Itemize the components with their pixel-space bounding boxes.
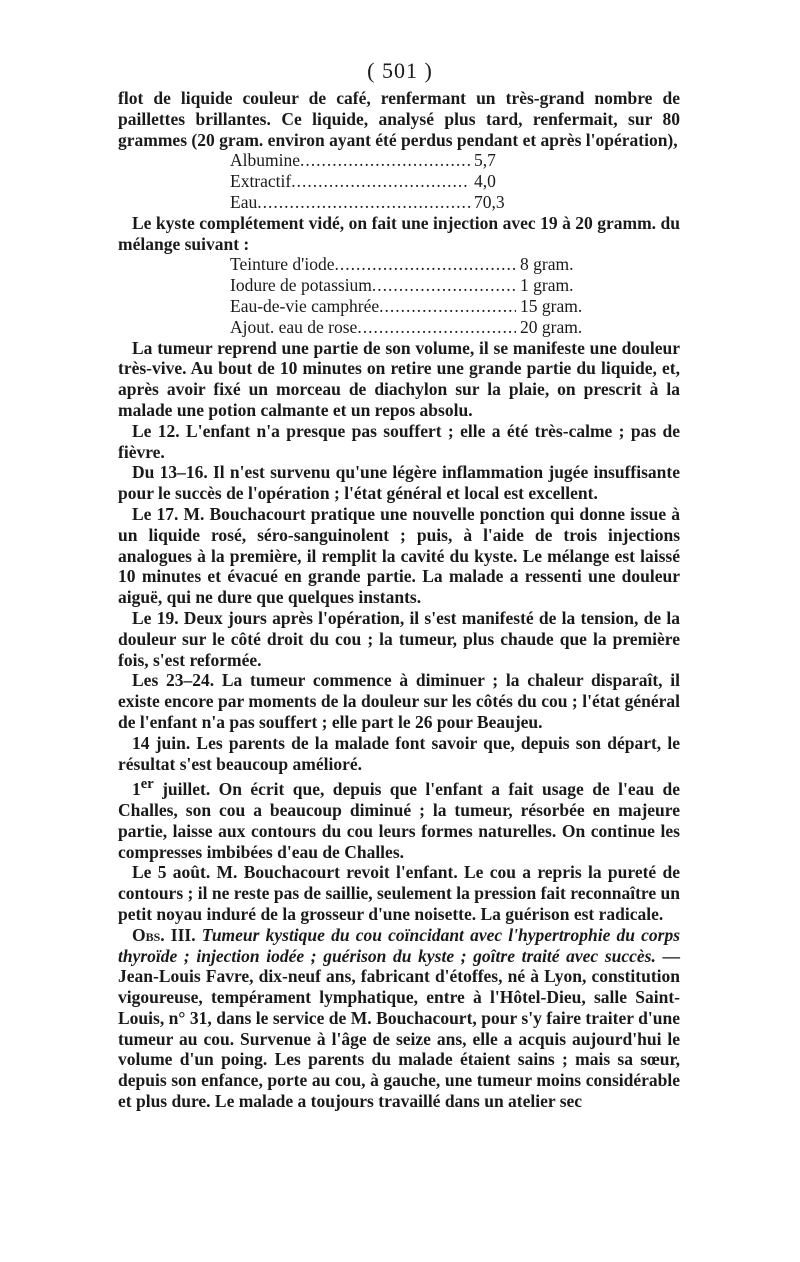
mixture-value: 8 gram. xyxy=(520,254,574,275)
july-text: juillet. On écrit que, depuis que l'enfant a fait usage de l'eau de Challes, son cou a beaucoup diminué ; la tumeur, résorbée en majeure partie, laisse aux contours du cou leurs formes naturelles. On continue les compresses imbibées d'eau de Challes. xyxy=(118,779,680,862)
mixture-label: Iodure de potassium xyxy=(230,275,372,296)
analysis-value: 5,7 xyxy=(474,150,496,171)
dot-leader xyxy=(291,171,470,192)
observation-title: Tumeur kystique du cou coïncidant avec l'hypertrophie du corps thyroïde ; injection iodée ; guérison du kyste ; goître traité avec succès. xyxy=(118,924,681,966)
mixture-label: Eau-de-vie camphrée xyxy=(230,295,380,316)
mixture-value: 15 gram. xyxy=(520,295,583,316)
paragraph-intro: flot de liquide couleur de café, renfermant un très-grand nombre de paillettes brillantes. Ce liquide, analysé plus tard, renfermait, sur 80 grammes (20 gram. environ ayant été perdus pendant et après l'opération), xyxy=(118,88,680,150)
paragraph-days-13-16: Du 13–16. Il n'est survenu qu'une légère inflammation jugée insuffisante pour le succès de l'opération ; l'état général et local est excellent. xyxy=(118,462,680,504)
paragraph-june-14: 14 juin. Les parents de la malade font savoir que, depuis son départ, le résultat s'est beaucoup amélioré. xyxy=(118,732,680,774)
paragraph-day-19: Le 19. Deux jours après l'opération, il s'est manifesté de la tension, de la douleur sur le côté droit du cou ; la tumeur, plus chaude que la première fois, s'est reformée. xyxy=(118,607,680,670)
paragraph-kyste: Le kyste complétement vidé, on fait une injection avec 19 à 20 gramm. du mélange suivant : xyxy=(118,212,680,254)
mixture-row xyxy=(230,296,590,317)
observation-label: Obs. III. xyxy=(132,924,196,945)
paragraph-july-1 xyxy=(118,774,680,862)
mixture-value: 20 gram. xyxy=(520,316,583,337)
dot-leader xyxy=(334,254,516,275)
july-ordinal: er xyxy=(140,776,154,793)
observation-body: — Jean-Louis Favre, dix-neuf ans, fabricant d'étoffes, né à Lyon, constitution vigoureuse, tempérament lymphatique, entre à l'Hôtel-Dieu, salle Saint-Louis, n° 31, dans le service de M. Bouchacourt, pour s'y faire traiter d'une tumeur au cou. Survenue à l'âge de seize ans, elle a acquis aujourd'hui le volume d'un poing. Les parents du malade étaient sains ; mais sa sœur, depuis son enfance, porte au cou, à gauche, une tumeur moins considérable et plus dure. Le malade a toujours travaillé dans un atelier sec xyxy=(118,945,681,1112)
mixture-table xyxy=(230,254,590,337)
analysis-value: 70,3 xyxy=(474,191,505,212)
analysis-value: 4,0 xyxy=(474,171,496,192)
mixture-label: Teinture d'iode xyxy=(230,254,335,275)
analysis-label: Eau xyxy=(230,191,258,212)
paragraph-days-23-24: Les 23–24. La tumeur commence à diminuer ; la chaleur disparaît, il existe encore par moments de la douleur sur les côtés du cou ; l'état général de l'enfant n'a pas souffert ; elle part le 26 pour Beaujeu. xyxy=(118,670,680,732)
paragraph-day-12: Le 12. L'enfant n'a presque pas souffert ; elle a été très-calme ; pas de fièvre. xyxy=(118,420,680,462)
dot-leader xyxy=(357,317,516,338)
paragraph-observation-3 xyxy=(118,925,680,1112)
mixture-row xyxy=(230,275,590,296)
july-day: 1 xyxy=(132,779,141,800)
dot-leader xyxy=(379,296,516,317)
mixture-value: 1 gram. xyxy=(520,275,574,296)
mixture-row xyxy=(230,254,590,275)
analysis-table xyxy=(230,150,530,212)
page-number: ( 501 ) xyxy=(367,58,433,83)
dot-leader xyxy=(300,150,470,171)
analysis-row-albumine xyxy=(230,150,530,171)
analysis-row-eau xyxy=(230,192,530,213)
page-body xyxy=(118,88,680,1112)
dot-leader xyxy=(372,275,516,296)
analysis-row-extractif xyxy=(230,171,530,192)
paragraph-august-5: Le 5 août. M. Bouchacourt revoit l'enfant. Le cou a repris la pureté de contours ; il ne reste pas de saillie, seulement la pression fait reconnaître un petit noyau induré de la grosseur d'une noisette. La guérison est radicale. xyxy=(118,862,680,924)
mixture-label: Ajout. eau de rose xyxy=(230,316,358,337)
dot-leader xyxy=(257,192,470,213)
paragraph-day-17: Le 17. M. Bouchacourt pratique une nouvelle ponction qui donne issue à un liquide rosé, séro-sanguinolent ; puis, à l'aide de trois injections analogues à la première, il remplit la cavité du kyste. Le mélange est laissé 10 minutes et évacué en grande partie. La malade a ressenti une douleur aiguë, qui ne dure que quelques instants. xyxy=(118,503,680,608)
paragraph-tumeur: La tumeur reprend une partie de son volume, il se manifeste une douleur très-vive. Au bout de 10 minutes on retire une grande partie du liquide, et, après avoir fixé un morceau de diachylon sur la plaie, on prescrit à la malade une potion calmante et un repos absolu. xyxy=(118,337,680,420)
analysis-label: Albumine xyxy=(230,150,300,171)
mixture-row xyxy=(230,317,590,338)
analysis-label: Extractif xyxy=(230,171,292,192)
